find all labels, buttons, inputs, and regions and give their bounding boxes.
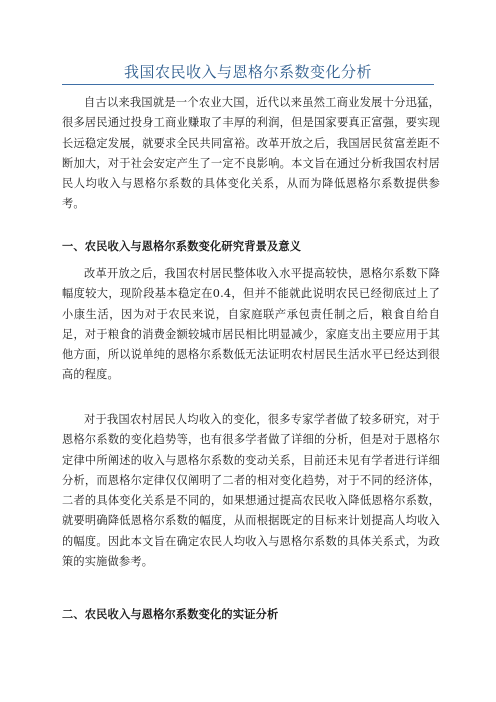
background-paragraph-1: 改革开放之后，我国农村居民整体收入水平提高较快，恩格尔系数下降幅度较大，现阶段基本稳定在0.4，但并不能就此说明农民已经彻底过上了小康生活，因为对于农民来说，自家庭联产承包责任制之后，粮食自给自足，对于粮食的消费金额较城市居民相比明显减少，家庭支出主要应用于其他方面，所以说单纯的恩格尔系数低无法证明农村居民生活水平已经达到很高的程度。 (62, 267, 440, 382)
title-underline (62, 84, 434, 85)
section-heading-empirical: 二、农民收入与恩格尔系数变化的实证分析 (62, 608, 279, 621)
section-heading-background: 一、农民收入与恩格尔系数变化研究背景及意义 (62, 240, 302, 253)
background-paragraph-2: 对于我国农村居民人均收入的变化，很多专家学者做了较多研究，对于恩格尔系数的变化趋势等，也有很多学者做了详细的分析，但是对于恩格尔定律中所阐述的收入与恩格尔系数的变动关系，目前还未见有学者进行详细分析，而恩格尔定律仅仅阐明了二者的相对变化趋势，对于不同的经济体，二者的具体变化关系是不同的，如果想通过提高农民收入降低恩格尔系数，就要明确降低恩格尔系数的幅度，从而根据既定的目标来计划提高人均收入的幅度。因此本文旨在确定农民人均收入与恩格尔系数的具体关系式，为政策的实施做参考。 (62, 413, 440, 569)
intro-paragraph: 自古以来我国就是一个农业大国，近代以来虽然工商业发展十分迅猛，很多居民通过投身工商业赚取了丰厚的利润，但是国家要真正富强，要实现长远稳定发展，就要求全民共同富裕。改革开放之后，我国居民贫富差距不断加大，对于社会安定产生了一定不良影响。本文旨在通过分析我国农村居民人均收入与恩格尔系数的具体变化关系，从而为降低恩格尔系数提供参考。 (62, 96, 440, 211)
document-title: 我国农民收入与恩格尔系数变化分析 (123, 63, 372, 81)
